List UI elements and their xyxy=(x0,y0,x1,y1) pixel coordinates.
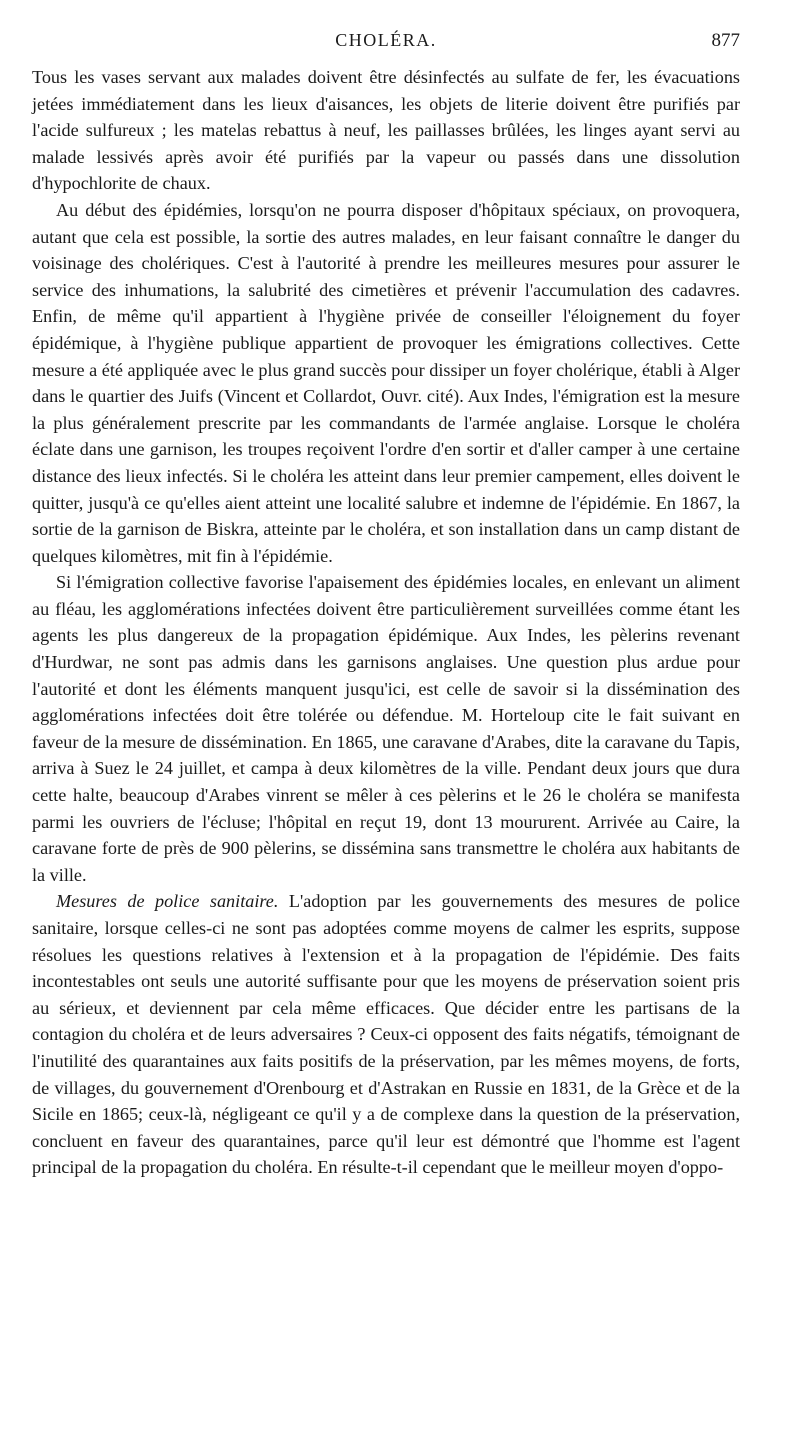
section-title: Mesures de police sanitaire. xyxy=(56,891,279,912)
paragraph-epidemic-onset: Au début des épidémies, lorsqu'on ne pourra disposer d'hôpitaux spéciaux, on provoquera, autant que cela est possible, la sortie des autres malades, en leur faisant connaître le danger du voisinage des cholériques. C'est à l'autorité à prendre les meilleures mesures pour assurer le service des inhumations, la salubrité des cimetières et prévenir l'accumulation des cadavres. Enfin, de même qu'il appartient à l'hygiène privée de conseiller l'éloignement du foyer épidémique, à l'hygiène publique appartient de provoquer les émigrations collectives. Cette mesure a été appliquée avec le plus grand succès pour dissiper un foyer cholérique, établi à Alger dans le quartier des Juifs (Vincent et Collardot, Ouvr. cité). Aux Indes, l'émigration est la mesure la plus généralement prescrite par les commandants de l'armée anglaise. Lorsque le choléra éclate dans une garnison, les troupes reçoivent l'ordre d'en sortir et d'aller camper à une certaine distance des lieux infectés. Si le choléra les atteint dans leur premier campement, elles doivent le quitter, jusqu'à ce qu'elles aient atteint une localité salubre et indemne de l'épidémie. En 1867, la sortie de la garnison de Biskra, atteinte par le choléra, et son installation dans un camp distant de quelques kilomètres, mit fin à l'épidémie. xyxy=(32,199,740,566)
paragraph-disinfection: Tous les vases servant aux malades doivent être désinfectés au sulfate de fer, les évacuations jetées immédiatement dans les lieux d'aisances, les objets de literie doivent être purifiés par l'acide sulfureux ; les matelas rebattus à neuf, les paillasses brûlées, les linges ayant servi au malade lessivés après avoir été purifiés par la vapeur ou passés dans une dissolution d'hypochlorite de chaux. xyxy=(32,67,740,194)
section-text: L'adoption par les gouvernements des mesures de police sanitaire, lorsque celles-ci ne sont pas adoptées comme moyens de calmer les esprits, suppose résolues les questions relatives à l'extension et à la propagation de l'épidémie. Des faits incontestables ont seuls une autorité suffisante pour que les moyens de préservation soient pris au sérieux, et deviennent par cela même efficaces. Que décider entre les partisans de la contagion du choléra et de leurs adversaires ? Ceux-ci opposent des faits négatifs, témoignant de l'inutilité des quarantaines aux faits positifs de la préservation, par les mêmes moyens, de forts, de villages, du gouvernement d'Orenbourg et d'Astrakan en Russie en 1831, de la Grèce et de la Sicile en 1865; ceux-là, négligeant ce qu'il y a de complexe dans la question de la préservation, concluent en faveur des quarantaines, parce qu'il leur est démontré que l'homme est l'agent principal de la propagation du choléra. En résulte-t-il cependant que le meilleur moyen d'oppo- xyxy=(32,891,740,1178)
paragraph-sanitary-police xyxy=(32,888,740,1181)
running-title: CHOLÉRA. xyxy=(335,30,437,50)
page xyxy=(32,24,740,1181)
page-number: 877 xyxy=(711,30,740,51)
page-header xyxy=(32,24,740,64)
body-text xyxy=(32,64,740,1181)
paragraph-collective-emigration: Si l'émigration collective favorise l'apaisement des épidémies locales, en enlevant un aliment au fléau, les agglomérations infectées doivent être particulièrement surveillées comme étant les agents les plus dangereux de la propagation épidémique. Aux Indes, les pèlerins revenant d'Hurdwar, ne sont pas admis dans les garnisons anglaises. Une question plus ardue pour l'autorité et dont les éléments manquent jusqu'ici, est celle de savoir si la dissémination des agglomérations infectées doit être tolérée ou défendue. M. Horteloup cite le fait suivant en faveur de la mesure de dissémination. En 1865, une caravane d'Arabes, dite la caravane du Tapis, arriva à Suez le 24 juillet, et campa à deux kilomètres de la ville. Pendant deux jours que dura cette halte, beaucoup d'Arabes vinrent se mêler à ces pèlerins et le 26 le choléra se manifesta parmi les ouvriers de l'écluse; l'hôpital en reçut 19, dont 13 moururent. Arrivée au Caire, la caravane forte de près de 900 pèlerins, se dissémina sans transmettre le choléra aux habitants de la ville. xyxy=(32,572,740,885)
